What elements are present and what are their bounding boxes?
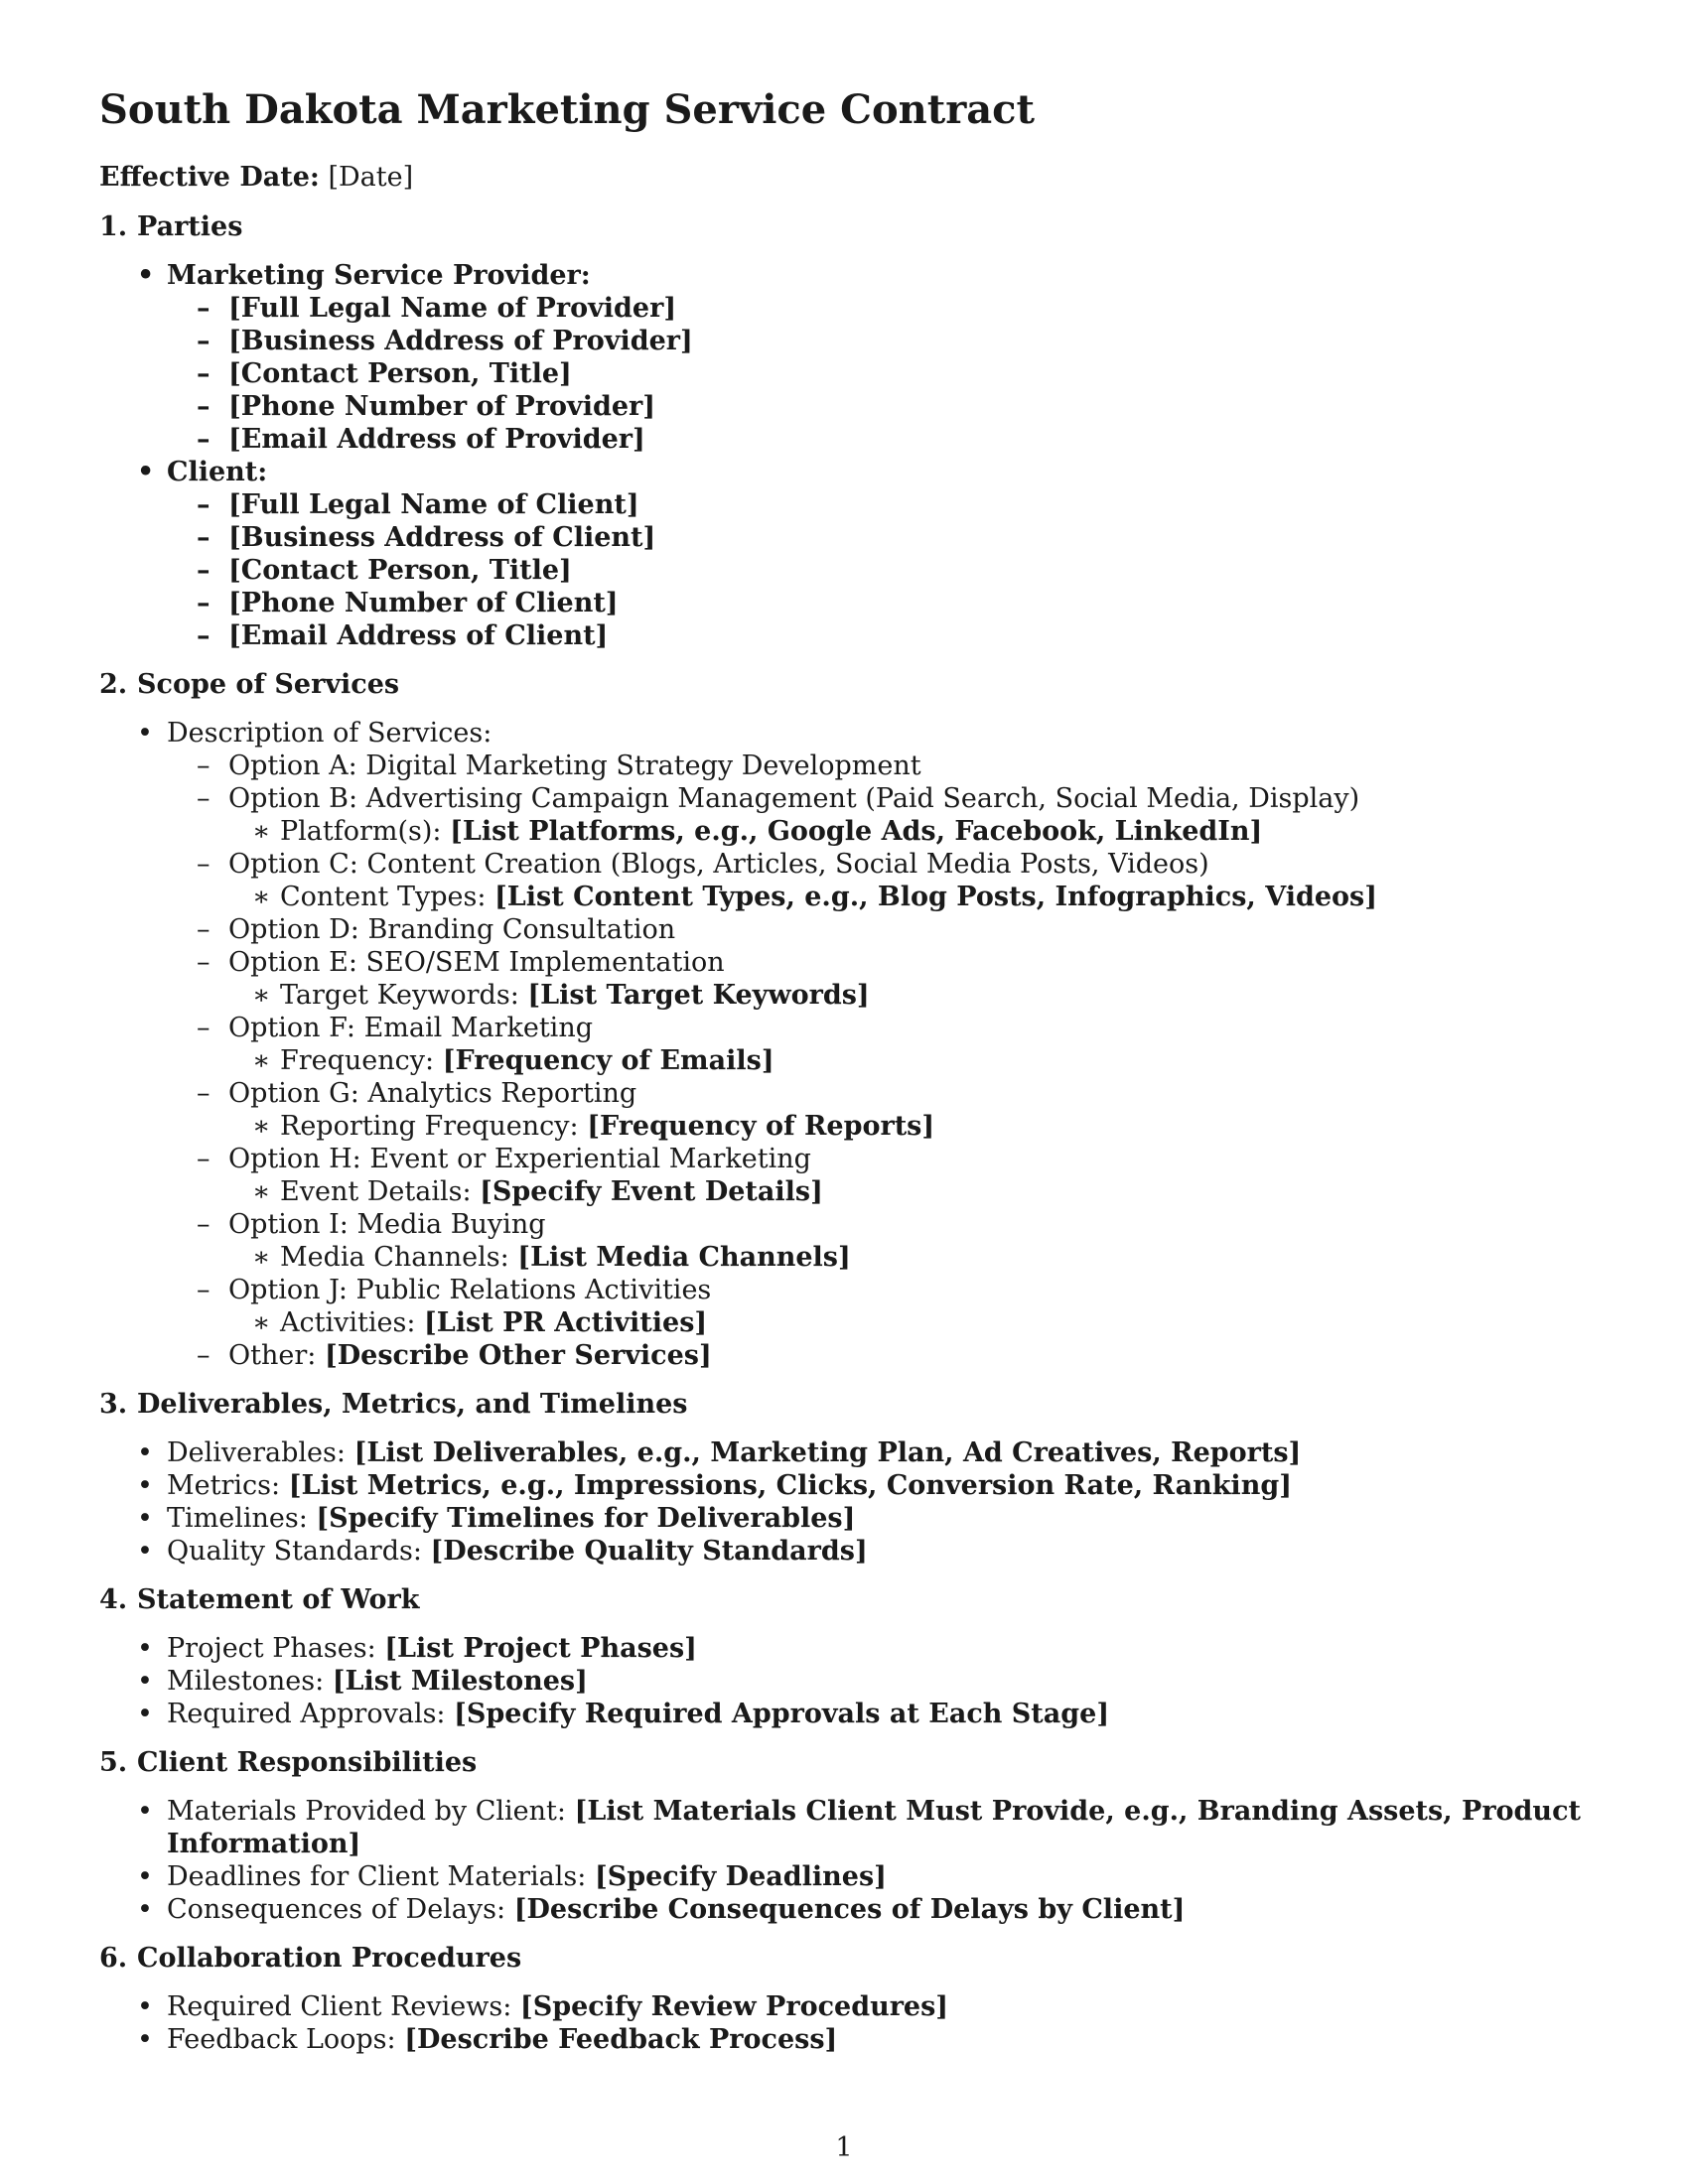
option-i-sub (228, 1241, 1599, 1274)
option-d: – Option D: Branding Consultation (167, 913, 1599, 946)
provider-item (99, 259, 1599, 456)
detail-value: [List Target Keywords] (527, 980, 870, 1011)
client-phone: – [Phone Number of Client] (167, 587, 1599, 619)
detail-value: [Frequency of Reports] (587, 1111, 935, 1142)
option-g-label: Option G: Analytics Reporting (228, 1078, 637, 1109)
provider-phone: – [Phone Number of Provider] (167, 390, 1599, 423)
item-label: Materials Provided by Client: (167, 1796, 575, 1827)
client-name: – [Full Legal Name of Client] (167, 488, 1599, 521)
list-item (99, 2023, 1599, 2056)
option-a: – Option A: Digital Marketing Strategy Development (167, 750, 1599, 782)
item-label: Milestones: (167, 1666, 333, 1697)
document-page (99, 85, 1599, 2056)
detail-value: [List Content Types, e.g., Blog Posts, Infographics, Videos] (494, 882, 1377, 912)
section-2-heading (99, 668, 1599, 701)
detail-value: [Specify Event Details] (480, 1176, 823, 1207)
option-h-sub (228, 1175, 1599, 1208)
parties-list (99, 259, 1599, 652)
item-label: Timelines: (167, 1503, 317, 1534)
list-item (99, 1632, 1599, 1665)
list-item (99, 1893, 1599, 1926)
option-c-sub (228, 881, 1599, 913)
list-item (99, 1502, 1599, 1535)
section-title: Parties (137, 211, 243, 242)
option-f (167, 1012, 1599, 1077)
option-h (167, 1143, 1599, 1208)
section-title: Collaboration Procedures (137, 1943, 522, 1974)
option-c-detail (228, 881, 1599, 913)
collaboration-list (99, 1990, 1599, 2056)
section-title: Client Responsibilities (137, 1747, 478, 1778)
option-h-detail (228, 1175, 1599, 1208)
client-responsibilities-list (99, 1795, 1599, 1926)
detail-label: Reporting Frequency: (280, 1111, 588, 1142)
page-number: 1 (835, 2132, 853, 2163)
option-e (167, 946, 1599, 1012)
item-value: [Describe Consequences of Delays by Client] (513, 1894, 1186, 1925)
effective-date-label: Effective Date: (99, 162, 320, 193)
provider-label: Marketing Service Provider: (167, 260, 591, 291)
section-number: 1. (99, 211, 128, 242)
item-value: [Specify Deadlines] (594, 1861, 887, 1892)
option-j (167, 1274, 1599, 1339)
section-number: 2. (99, 669, 128, 700)
deliverables-list (99, 1436, 1599, 1568)
services-description-label: Description of Services: (167, 718, 492, 749)
provider-email: – [Email Address of Provider] (167, 423, 1599, 456)
detail-label: Media Channels: (280, 1242, 518, 1273)
client-item (99, 456, 1599, 652)
option-e-detail (228, 979, 1599, 1012)
item-value: [Describe Quality Standards] (430, 1536, 868, 1567)
item-label: Consequences of Delays: (167, 1894, 514, 1925)
list-item (99, 1535, 1599, 1568)
service-options (167, 750, 1599, 1372)
provider-details (167, 292, 1599, 456)
option-g (167, 1077, 1599, 1143)
client-contact: – [Contact Person, Title] (167, 554, 1599, 587)
item-label: Deadlines for Client Materials: (167, 1861, 595, 1892)
detail-value: [List Media Channels] (517, 1242, 851, 1273)
item-value: [List Deliverables, e.g., Marketing Plan, Ad Creatives, Reports] (353, 1437, 1302, 1468)
provider-contact: – [Contact Person, Title] (167, 357, 1599, 390)
detail-label: Content Types: (280, 882, 495, 912)
option-b (167, 782, 1599, 848)
detail-label: Event Details: (280, 1176, 481, 1207)
section-title: Deliverables, Metrics, and Timelines (137, 1389, 688, 1420)
item-value: [List Materials Client Must Provide, e.g., Branding Assets, Product Information] (167, 1796, 1581, 1859)
item-value: [List Milestones] (332, 1666, 588, 1697)
section-title: Statement of Work (137, 1584, 420, 1615)
detail-value: [Frequency of Emails] (442, 1045, 774, 1076)
section-number: 6. (99, 1943, 128, 1974)
option-h-label: Option H: Event or Experiential Marketing (228, 1144, 811, 1174)
section-6-heading (99, 1942, 1599, 1975)
document-title: South Dakota Marketing Service Contract (99, 86, 1036, 133)
option-other (167, 1339, 1599, 1372)
section-4-heading (99, 1583, 1599, 1616)
item-label: Required Approvals: (167, 1699, 455, 1729)
provider-name: – [Full Legal Name of Provider] (167, 292, 1599, 325)
provider-address: – [Business Address of Provider] (167, 325, 1599, 357)
option-j-detail (228, 1306, 1599, 1339)
list-item (99, 1436, 1599, 1469)
option-f-detail (228, 1044, 1599, 1077)
item-label: Metrics: (167, 1470, 289, 1501)
option-i-detail (228, 1241, 1599, 1274)
detail-value: [List Platforms, e.g., Google Ads, Facebook, LinkedIn] (450, 816, 1263, 847)
item-value: [Specify Required Approvals at Each Stage] (454, 1699, 1110, 1729)
item-value: [Specify Review Procedures] (519, 1991, 949, 2022)
client-address: – [Business Address of Client] (167, 521, 1599, 554)
section-title: Scope of Services (137, 669, 400, 700)
effective-date (99, 161, 1599, 194)
list-item (99, 1860, 1599, 1893)
item-label: Project Phases: (167, 1633, 385, 1664)
option-g-sub (228, 1110, 1599, 1143)
detail-value: [List PR Activities] (424, 1307, 708, 1338)
detail-label: Target Keywords: (280, 980, 528, 1011)
option-c (167, 848, 1599, 913)
list-item (99, 1469, 1599, 1502)
item-label: Feedback Loops: (167, 2024, 405, 2055)
option-i (167, 1208, 1599, 1274)
option-f-label: Option F: Email Marketing (228, 1013, 593, 1043)
detail-label: Frequency: (280, 1045, 443, 1076)
services-description (99, 717, 1599, 1372)
detail-label: Platform(s): (280, 816, 451, 847)
section-number: 4. (99, 1584, 128, 1615)
section-number: 3. (99, 1389, 128, 1420)
item-value: [List Project Phases] (384, 1633, 697, 1664)
option-e-sub (228, 979, 1599, 1012)
item-label: Quality Standards: (167, 1536, 431, 1567)
other-label: Other: (228, 1340, 325, 1371)
option-e-label: Option E: SEO/SEM Implementation (228, 947, 725, 978)
section-number: 5. (99, 1747, 128, 1778)
client-details (167, 488, 1599, 652)
option-c-label: Option C: Content Creation (Blogs, Articles, Social Media Posts, Videos) (228, 849, 1209, 880)
section-1-heading (99, 210, 1599, 243)
option-i-label: Option I: Media Buying (228, 1209, 546, 1240)
section-5-heading (99, 1746, 1599, 1779)
option-b-sub (228, 815, 1599, 848)
list-item (99, 1990, 1599, 2023)
list-item (99, 1698, 1599, 1730)
client-label: Client: (167, 457, 268, 487)
item-value: [Specify Timelines for Deliverables] (316, 1503, 856, 1534)
other-value: [Describe Other Services] (324, 1340, 712, 1371)
option-j-sub (228, 1306, 1599, 1339)
option-j-label: Option J: Public Relations Activities (228, 1275, 712, 1305)
list-item (99, 1795, 1599, 1860)
option-b-detail (228, 815, 1599, 848)
list-item (99, 1665, 1599, 1698)
item-label: Deliverables: (167, 1437, 354, 1468)
item-value: [Describe Feedback Process] (404, 2024, 838, 2055)
effective-date-value: [Date] (328, 162, 414, 193)
item-label: Required Client Reviews: (167, 1991, 520, 2022)
option-g-detail (228, 1110, 1599, 1143)
item-value: [List Metrics, e.g., Impressions, Clicks, Conversion Rate, Ranking] (288, 1470, 1292, 1501)
statement-of-work-list (99, 1632, 1599, 1730)
section-3-heading (99, 1388, 1599, 1421)
client-email: – [Email Address of Client] (167, 619, 1599, 652)
detail-label: Activities: (280, 1307, 424, 1338)
option-f-sub (228, 1044, 1599, 1077)
option-b-label: Option B: Advertising Campaign Management (Paid Search, Social Media, Display) (228, 783, 1360, 814)
services-list (99, 717, 1599, 1372)
